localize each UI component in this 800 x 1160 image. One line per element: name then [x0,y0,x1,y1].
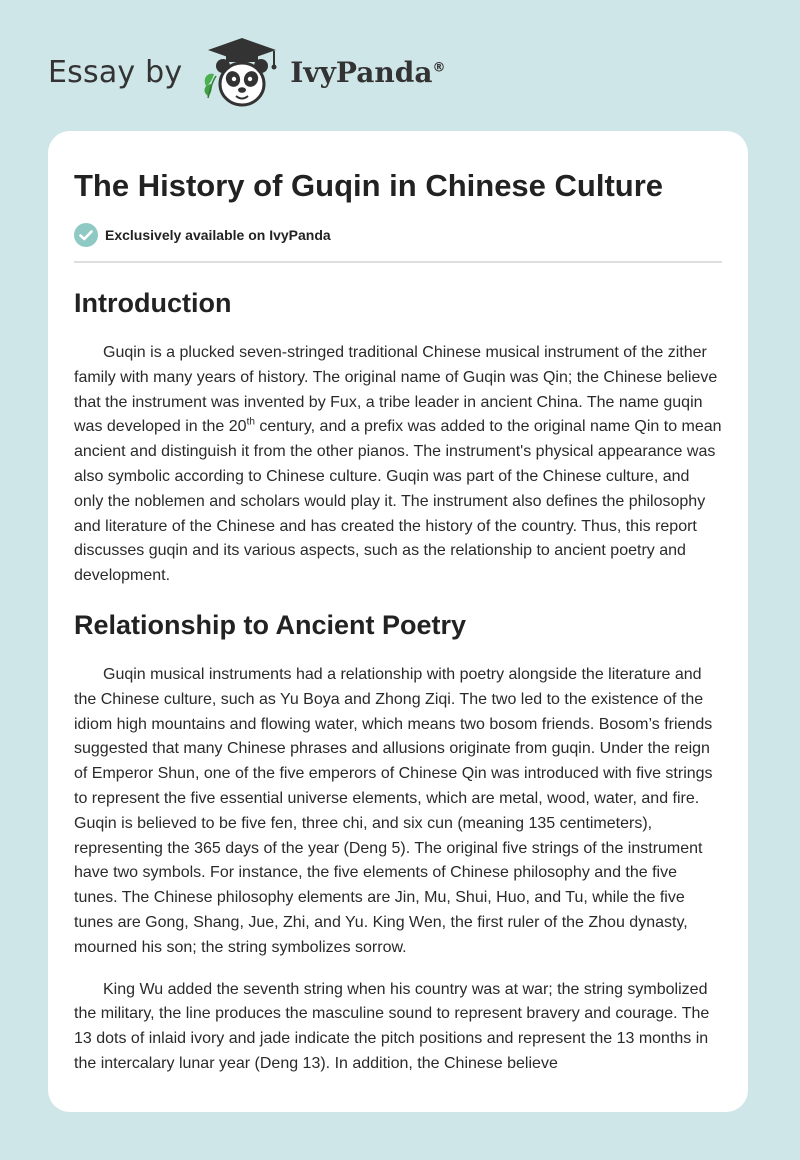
section-relationship-poetry [74,607,722,1077]
check-circle-icon [74,223,98,247]
essay-card [48,131,748,1112]
section-introduction [74,285,722,589]
brand-registered-mark: ® [432,60,446,76]
page-title: The History of Guqin in Chinese Culture [74,168,664,203]
section-heading: Introduction [74,288,232,318]
superscript-th: th [246,417,255,429]
exclusive-badge-label: Exclusively available on IvyPanda [105,227,331,243]
paragraph: King Wu added the seventh string when his country was at war; the string symbolized the military, the line produces the masculine sound to represent bravery and courage. The 13 dots of inlaid ivory and jade indicate the pitch positions and represent the 13 months in the intercalary lunar year (Deng 13). In addition, the Chinese believe [74,980,710,1072]
brand-logo-link[interactable] [48,34,445,110]
brand-prefix: Essay by [48,54,183,90]
exclusive-badge [74,223,722,247]
title-divider [74,261,722,263]
section-heading: Relationship to Ancient Poetry [74,609,467,640]
brand-name: IvyPanda® [290,55,446,89]
panda-logo-icon [196,34,288,110]
paragraph: Guqin musical instruments had a relationship with poetry alongside the literature and the Chinese culture, such as Yu Boya and Zhong Ziqi. The two led to the existence of the idiom high mountains and flowing water, which means two bosom friends. Bosom’s friends suggested that many Chinese phrases and allusions originate from guqin. Under the reign of Emperor Shun, one of the five emperors of Chinese Qin was introduced with five strings to represent the five essential universe elements, which are metal, wood, water, and fire. Guqin is believed to be five fen, three chi, and six cun (meaning 135 centimeters), representing the 365 days of the year (Deng 5). The original five strings of the instrument have two symbols. For instance, the five elements of Chinese philosophy and the five tunes. The Chinese philosophy elements are Jin, Mu, Shui, Huo, and Tu, while the five tunes are Gong, Shang, Jue, Zhi, and Yu. King Wen, the first ruler of the Zhou dynasty, mourned his son; the string symbolizes sorrow. [74,665,713,956]
paragraph: Guqin is a plucked seven-stringed traditional Chinese musical instrument of the zither family with many years of history. The original name of Guqin was Qin; the Chinese believe that the instrument was invented by Fux, a tribe leader in ancient China. The name guqin was developed in the 20th century, and a prefix was added to the original name Qin to mean ancient and distinguish it from the other pianos. The instrument's physical appearance was also symbolic according to Chinese culture. Guqin was part of the Chinese culture, and only the noblemen and scholars would play it. The instrument also defines the philosophy and literature of the Chinese and has created the history of the country. Thus, this report discusses guqin and its various aspects, such as the relationship to ancient poetry and development. [74,344,722,585]
